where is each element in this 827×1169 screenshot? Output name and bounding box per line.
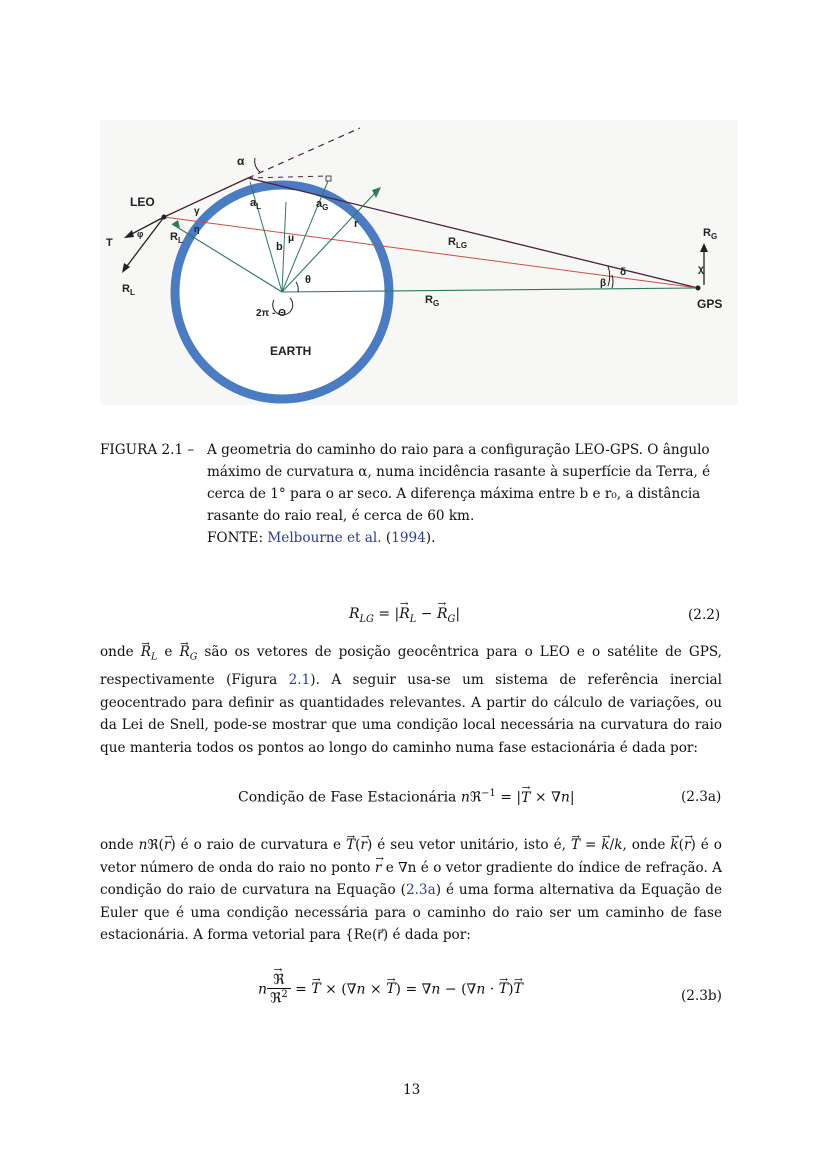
- gps-dot: [696, 286, 701, 291]
- beta-arc: [612, 275, 613, 288]
- label-rl-dot: $R_L$: [122, 283, 135, 297]
- label-alpha: α: [237, 154, 245, 168]
- arrow-r: [372, 187, 381, 198]
- caption-source: FONTE: Melbourne et al. (1994).: [207, 530, 436, 546]
- t-arrowhead: [124, 230, 134, 238]
- source-year-link[interactable]: 1994: [391, 530, 426, 546]
- figure-caption: [100, 439, 740, 549]
- label-leo: LEO: [130, 195, 155, 209]
- caption-line-3: cerca de 1° para o ar seco. A diferença máxima entre b e r₀, a distância: [207, 486, 701, 502]
- label-ag: $a_G$: [316, 198, 329, 212]
- equation-2-3b: n → $\frac{\text{ℜ}}{ℜ^2}$ = → T × (∇n × → T) = ∇n − (∇n · → T)→ T: [258, 972, 523, 1007]
- ray-extension-dashed-2: [248, 176, 328, 178]
- figure-ref-link[interactable]: 2.1: [288, 672, 311, 689]
- label-two-pi-theta: 2π - Θ: [256, 308, 286, 319]
- caption-line-2: máximo de curvatura α, numa incidência rasante à superfície da Terra, é: [207, 464, 711, 480]
- equation-ref-link[interactable]: 2.3a: [405, 882, 436, 898]
- label-earth: EARTH: [270, 344, 312, 358]
- label-delta: δ: [620, 267, 627, 278]
- equation-2-3b-number: (2.3b): [681, 988, 722, 1004]
- label-mu: μ: [288, 233, 295, 244]
- ray-geometry-diagram: [100, 120, 738, 405]
- label-t: T: [106, 237, 113, 249]
- caption-line-4: rasante do raio real, é cerca de 60 km.: [207, 508, 475, 524]
- rl-dot-vector: [124, 217, 164, 270]
- caption-label: FIGURA 2.1 –: [100, 442, 195, 458]
- label-r: r: [354, 218, 359, 230]
- label-gps: GPS: [697, 297, 723, 311]
- equation-2-3a-number: (2.3a): [681, 789, 722, 805]
- right-angle-mark: [326, 176, 331, 181]
- label-rlg: $R_{LG}$: [448, 236, 468, 250]
- equation-2-3a: Condição de Fase Estacionária nℜ$^{-1}$ = |→ T × ∇n|: [238, 788, 575, 806]
- caption-line-1: A geometria do caminho do raio para a configuração LEO-GPS. O ângulo: [207, 442, 710, 458]
- label-beta: β: [600, 278, 607, 289]
- source-author-link[interactable]: Melbourne et al.: [267, 530, 382, 546]
- label-gamma: γ: [194, 206, 200, 217]
- alpha-arc: [255, 158, 260, 172]
- paragraph-1: onde → $R_L$ $e \to R_G$ são os vetores de posição geocêntrica para o LEO e o satélite de GPS, respectivamente (Figura 2.1). A seguir usa-se um sistema de referência inercial geocentrado para definir as quantidades relevantes. A partir do cálculo de variações, ou da Lei de Snell, pode-se mostrar que uma condição local necessária na curvatura do raio que manteria todos os pontos ao longo do caminho numa fase estacionária é dada por:: [100, 641, 722, 759]
- label-rl: $R_L$: [170, 231, 183, 245]
- label-rg-dot: $R_G$: [703, 227, 718, 241]
- figure-ray-geometry: [100, 120, 738, 405]
- label-chi: χ: [698, 264, 704, 275]
- equation-2-2-number: (2.2): [688, 607, 721, 623]
- label-eta: η: [194, 224, 200, 234]
- equation-2-2: $R_{LG}$ = |→ $R_L$ − → $R_G|$: [349, 606, 460, 625]
- ray-extension-dashed: [248, 128, 360, 178]
- rg-dot-arrowhead: [700, 243, 708, 252]
- paragraph-2: onde nℜ(→ r) é o raio de curvatura e → T(→ r) é seu vetor unitário, isto é, → T = → k/k, onde → k(→ r) é o vetor número de onda do raio no ponto → r e ∇n é o vetor gradiente do índice de refração. A condição do raio de curvatura na Equação (2.3a) é uma forma alternativa da Equação de Euler que é uma condição necessária para o caminho do raio ser um caminho de fase estacionária. A forma vetorial para {Re(r⃗) é dada por:: [100, 834, 722, 947]
- label-theta: θ: [305, 274, 311, 286]
- label-b: b: [276, 241, 283, 253]
- label-al: $a_L$: [250, 197, 262, 211]
- label-phi: φ: [137, 229, 144, 239]
- page-number: 13: [403, 1082, 421, 1098]
- label-rg: $R_G$: [425, 294, 440, 308]
